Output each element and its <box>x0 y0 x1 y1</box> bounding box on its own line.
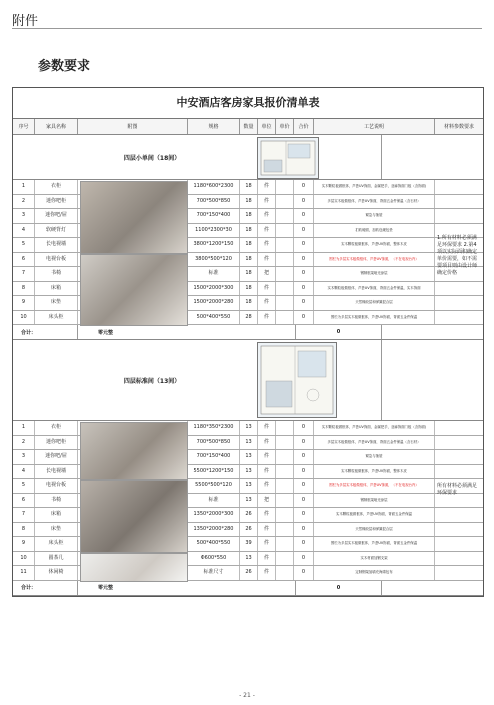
floor-plan-image <box>257 137 319 179</box>
item-process: 多层实木板做框体，芦荟UV饰面，背面五金件保温（含石材） <box>314 195 435 209</box>
item-quantity: 13 <box>240 552 258 566</box>
row-number: 6 <box>13 494 35 508</box>
header-divider <box>12 28 482 29</box>
item-process: 围栏为多层实木板做框体，芦荟UV饰面，（不在电视台内） <box>314 253 435 267</box>
col-header: 单位 <box>258 119 276 134</box>
item-spec: 1180*350*2300 <box>188 421 240 435</box>
item-unit: 件 <box>258 224 276 238</box>
item-unit: 件 <box>258 537 276 551</box>
item-process: 实木材面加钢支架 <box>314 552 435 566</box>
item-quantity: 13 <box>240 436 258 450</box>
item-quantity: 26 <box>240 566 258 580</box>
item-unit: 件 <box>258 523 276 537</box>
item-unit-price <box>276 494 294 508</box>
subtotal-value: 0 <box>296 581 382 595</box>
item-total: 0 <box>294 296 314 310</box>
item-process: 定制钢架加填充海绵包布 <box>314 566 435 580</box>
item-spec: 1500*2000*280 <box>188 296 240 310</box>
item-process: 实木颗粒板做框体，芦荟UV饰面，背面五金件保温 <box>314 508 435 522</box>
item-total: 0 <box>294 479 314 493</box>
item-material <box>435 209 483 223</box>
item-unit-price <box>276 282 294 296</box>
item-total: 0 <box>294 552 314 566</box>
item-unit: 件 <box>258 296 276 310</box>
subtotal-words: 零元整 <box>78 325 296 339</box>
col-header: 工艺说明 <box>314 119 435 134</box>
item-material <box>435 508 483 522</box>
row-number: 3 <box>13 209 35 223</box>
col-header: 数量 <box>240 119 258 134</box>
item-quantity: 18 <box>240 195 258 209</box>
item-quantity: 13 <box>240 479 258 493</box>
item-material <box>435 537 483 551</box>
item-material <box>435 552 483 566</box>
item-total: 0 <box>294 253 314 267</box>
item-unit-price <box>276 311 294 325</box>
item-quantity: 39 <box>240 537 258 551</box>
item-spec: 5500*1200*150 <box>188 465 240 479</box>
item-spec: 1350*2000*280 <box>188 523 240 537</box>
item-total: 0 <box>294 195 314 209</box>
room-photo <box>80 480 188 553</box>
row-number: 10 <box>13 552 35 566</box>
item-name: 书椅 <box>35 267 78 281</box>
item-material <box>435 282 483 296</box>
material-note: 1.所有材料必须满足环保要求 2.第4项以实际面积确定单价需要，如不需要项目则由设计师确定价格 <box>437 234 478 276</box>
item-unit-price <box>276 450 294 464</box>
item-unit: 件 <box>258 552 276 566</box>
item-unit: 把 <box>258 267 276 281</box>
item-spec: 700*150*400 <box>188 209 240 223</box>
row-number: 5 <box>13 238 35 252</box>
item-quantity: 18 <box>240 282 258 296</box>
item-unit-price <box>276 224 294 238</box>
item-process: 钢制框架哑光涂层 <box>314 494 435 508</box>
row-number: 9 <box>13 296 35 310</box>
subtotal-row <box>13 325 483 340</box>
item-process: 实木颗粒板做框体，芦荟UV饰面，背面五金件保温，实木饰面 <box>314 282 435 296</box>
item-total: 0 <box>294 180 314 194</box>
room-photo <box>80 181 188 254</box>
item-spec: 1100*2300*30 <box>188 224 240 238</box>
item-spec: 标准 <box>188 267 240 281</box>
row-number: 1 <box>13 421 35 435</box>
col-header: 材料参数要求 <box>443 124 474 130</box>
item-name: 衣柜 <box>35 421 78 435</box>
item-unit-price <box>276 479 294 493</box>
item-name: 长电视墙 <box>35 238 78 252</box>
item-total: 0 <box>294 436 314 450</box>
item-material <box>435 296 483 310</box>
item-name: 床头柜 <box>35 537 78 551</box>
quote-table <box>12 87 484 597</box>
item-unit: 件 <box>258 479 276 493</box>
row-number: 7 <box>13 267 35 281</box>
section-label: 四层标准间（13间） <box>123 377 181 385</box>
item-unit-price <box>276 436 294 450</box>
item-spec: 1350*2000*300 <box>188 508 240 522</box>
item-unit-price <box>276 566 294 580</box>
item-quantity: 18 <box>240 180 258 194</box>
item-material <box>435 450 483 464</box>
row-number: 6 <box>13 253 35 267</box>
row-number: 8 <box>13 523 35 537</box>
item-process: 紧急与抽屉 <box>314 209 435 223</box>
page-number: - 21 - <box>239 692 255 699</box>
item-unit-price <box>276 552 294 566</box>
item-name: 衣柜 <box>35 180 78 194</box>
item-name: 床垫 <box>35 296 78 310</box>
item-process: 天然橡胶层和弹簧混合层 <box>314 296 435 310</box>
item-total: 0 <box>294 311 314 325</box>
item-name: 圆茶几 <box>35 552 78 566</box>
section-band-2 <box>13 340 483 421</box>
item-material <box>435 566 483 580</box>
item-name: 电视台板 <box>35 253 78 267</box>
item-name: 床箱 <box>35 282 78 296</box>
item-spec: 700*500*850 <box>188 436 240 450</box>
item-unit: 件 <box>258 209 276 223</box>
item-unit-price <box>276 421 294 435</box>
item-spec: 500*400*550 <box>188 311 240 325</box>
item-unit-price <box>276 465 294 479</box>
item-quantity: 26 <box>240 508 258 522</box>
item-process: 实木颗粒板做框体，芦荟UV饰面，整体木皮 <box>314 465 435 479</box>
item-total: 0 <box>294 566 314 580</box>
item-unit: 件 <box>258 436 276 450</box>
item-spec: 标准 <box>188 494 240 508</box>
item-spec: 500*400*550 <box>188 537 240 551</box>
row-number: 2 <box>13 436 35 450</box>
item-name: 迷你吧柜 <box>35 436 78 450</box>
item-total: 0 <box>294 267 314 281</box>
item-total: 0 <box>294 209 314 223</box>
item-quantity: 13 <box>240 450 258 464</box>
subtotal-words: 零元整 <box>78 581 296 595</box>
item-unit: 把 <box>258 494 276 508</box>
row-number: 10 <box>13 311 35 325</box>
item-total: 0 <box>294 523 314 537</box>
item-name: 床箱 <box>35 508 78 522</box>
item-material <box>435 465 483 479</box>
item-unit-price <box>276 508 294 522</box>
item-quantity: 18 <box>240 238 258 252</box>
item-quantity: 18 <box>240 253 258 267</box>
page-header: 附件 <box>12 14 39 29</box>
item-process: 围栏为多层实木板做框体，芦荟UV饰面，背面五金件保温 <box>314 311 435 325</box>
table-title: 中安酒店客房家具报价清单表 <box>13 88 483 119</box>
subtotal-value: 0 <box>296 325 382 339</box>
floor-plan-image <box>257 342 337 418</box>
col-header: 单价 <box>276 119 294 134</box>
item-material <box>435 195 483 209</box>
item-name: 休闲椅 <box>35 566 78 580</box>
item-process: 实木颗粒板做框体，芦荟UV饰面，整体木皮 <box>314 238 435 252</box>
item-process: 紧急与抽屉 <box>314 450 435 464</box>
item-unit-price <box>276 180 294 194</box>
item-total: 0 <box>294 421 314 435</box>
item-unit: 件 <box>258 253 276 267</box>
material-note: 所有材料必须满足环保要求 <box>437 482 478 496</box>
item-total: 0 <box>294 450 314 464</box>
item-quantity: 26 <box>240 523 258 537</box>
item-quantity: 18 <box>240 296 258 310</box>
item-material <box>435 523 483 537</box>
col-header: 规格 <box>188 119 240 134</box>
item-total: 0 <box>294 238 314 252</box>
item-total: 0 <box>294 465 314 479</box>
item-unit: 件 <box>258 421 276 435</box>
item-process: 实木颗粒板做框体，芦荟UV饰面，金属把手，亚麻饰面门板（含饰面) <box>314 180 435 194</box>
item-material <box>435 421 483 435</box>
item-spec: 3800*500*120 <box>188 253 240 267</box>
item-unit: 件 <box>258 465 276 479</box>
item-spec: 700*150*400 <box>188 450 240 464</box>
item-material <box>435 180 483 194</box>
row-number: 2 <box>13 195 35 209</box>
item-total: 0 <box>294 508 314 522</box>
section-band-1 <box>13 135 483 180</box>
item-quantity: 13 <box>240 421 258 435</box>
col-header: 序号 <box>13 119 35 134</box>
item-total: 0 <box>294 282 314 296</box>
item-spec: 5500*500*120 <box>188 479 240 493</box>
item-unit: 件 <box>258 508 276 522</box>
item-name: 床头柜 <box>35 311 78 325</box>
row-number: 11 <box>13 566 35 580</box>
subtotal-row <box>13 581 483 596</box>
item-spec: 1500*2000*300 <box>188 282 240 296</box>
item-spec: Φ600*550 <box>188 552 240 566</box>
item-spec: 3800*1200*150 <box>188 238 240 252</box>
item-unit: 件 <box>258 238 276 252</box>
item-process: 天然橡胶层和弹簧混合层 <box>314 523 435 537</box>
row-number: 4 <box>13 465 35 479</box>
section-title: 参数要求 <box>38 59 91 74</box>
item-process: 多层实木板做框体，芦荟UV饰面，背面五金件保温（含石材） <box>314 436 435 450</box>
row-number: 1 <box>13 180 35 194</box>
floor-plan-drawing <box>258 343 336 417</box>
item-unit: 件 <box>258 195 276 209</box>
row-number: 4 <box>13 224 35 238</box>
item-process: 围栏为多层实木板做框体，芦荟UV饰面，背面五金件保温 <box>314 537 435 551</box>
item-unit-price <box>276 238 294 252</box>
item-quantity: 13 <box>240 494 258 508</box>
item-unit: 件 <box>258 450 276 464</box>
row-number: 9 <box>13 537 35 551</box>
item-unit: 件 <box>258 566 276 580</box>
row-number: 7 <box>13 508 35 522</box>
item-spec: 700*500*850 <box>188 195 240 209</box>
item-quantity: 18 <box>240 209 258 223</box>
item-total: 0 <box>294 224 314 238</box>
item-total: 0 <box>294 494 314 508</box>
room-photo <box>80 254 188 327</box>
subtotal-label: 合计： <box>13 325 78 339</box>
item-total: 0 <box>294 537 314 551</box>
item-process: 扪软硬面，加软包硬包垫 <box>314 224 435 238</box>
row-number: 5 <box>13 479 35 493</box>
item-quantity: 18 <box>240 267 258 281</box>
item-unit: 件 <box>258 180 276 194</box>
item-material <box>435 436 483 450</box>
item-spec: 1180*600*2300 <box>188 180 240 194</box>
item-unit-price <box>276 209 294 223</box>
col-header: 附图 <box>78 119 188 134</box>
section1-rows <box>13 180 483 325</box>
item-quantity: 18 <box>240 224 258 238</box>
row-number: 3 <box>13 450 35 464</box>
item-unit-price <box>276 537 294 551</box>
item-unit-price <box>276 195 294 209</box>
item-unit-price <box>276 267 294 281</box>
floor-plan-drawing <box>258 138 318 178</box>
item-name: 迷你吧/屉 <box>35 450 78 464</box>
subtotal-label: 合计： <box>13 581 78 595</box>
room-photo <box>80 422 188 480</box>
item-name: 软硬背灯 <box>35 224 78 238</box>
item-name: 迷你吧/屉 <box>35 209 78 223</box>
item-unit-price <box>276 253 294 267</box>
item-spec: 标准尺寸 <box>188 566 240 580</box>
row-number: 8 <box>13 282 35 296</box>
item-process: 钢制框架哑光涂层 <box>314 267 435 281</box>
item-quantity: 28 <box>240 311 258 325</box>
table-header-row <box>13 119 483 135</box>
item-unit: 件 <box>258 282 276 296</box>
item-name: 电视台板 <box>35 479 78 493</box>
item-unit-price <box>276 523 294 537</box>
item-name: 长电视墙 <box>35 465 78 479</box>
item-quantity: 13 <box>240 465 258 479</box>
item-name: 床垫 <box>35 523 78 537</box>
section-label: 四层小单间（18间） <box>123 154 181 162</box>
item-name: 迷你吧柜 <box>35 195 78 209</box>
section2-rows <box>13 421 483 581</box>
item-name: 书椅 <box>35 494 78 508</box>
furniture-photo <box>80 553 188 582</box>
col-header: 家具名称 <box>35 119 78 134</box>
item-process: 围栏为多层实木板做框体，芦荟UV饰面，（不在电视台内） <box>314 479 435 493</box>
item-process: 实木颗粒板做框体，芦荟UV饰面，金属把手，亚麻饰面门板（含饰面) <box>314 421 435 435</box>
item-unit-price <box>276 296 294 310</box>
item-material <box>435 311 483 325</box>
col-header: 合价 <box>294 119 314 134</box>
item-unit: 件 <box>258 311 276 325</box>
